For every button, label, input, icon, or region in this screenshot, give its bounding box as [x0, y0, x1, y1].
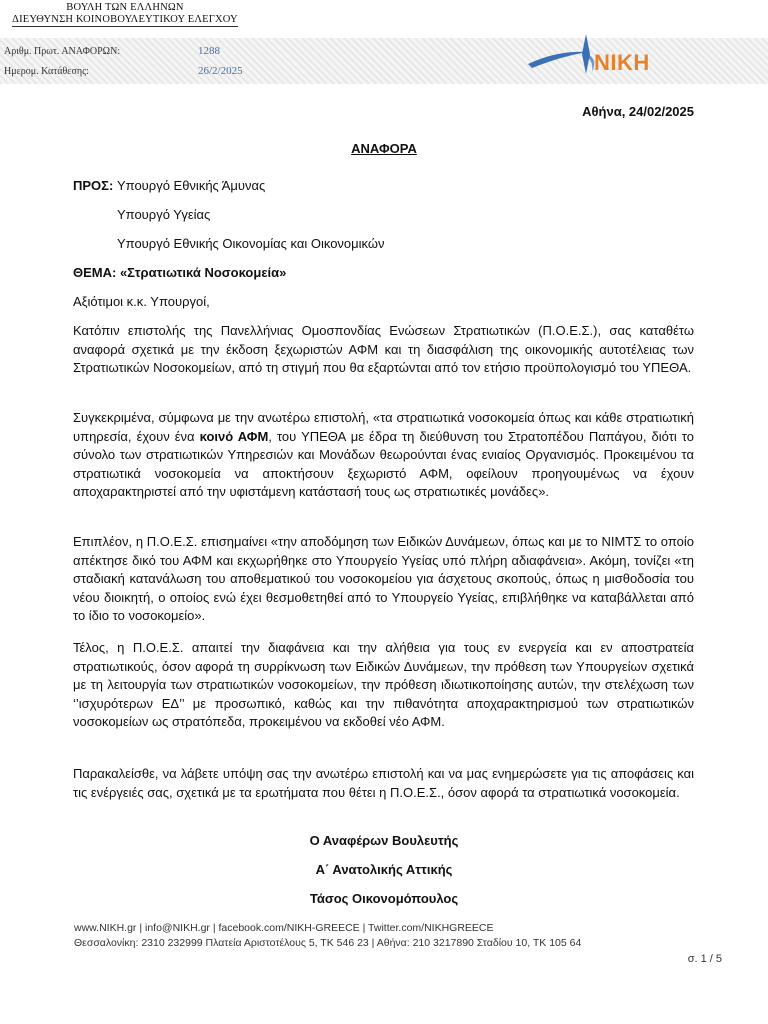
signature-constituency: Α΄ Ανατολικής Αττικής — [315, 862, 453, 877]
paragraph-5: Παρακαλείσθε, να λάβετε υπόψη σας την ανωτέρω επιστολή και να μας ενημερώσετε για τις αποφάσεις και τις ενέργειές σας, σχετικά με τα ερωτήματα που θέτει η Π.Ο.Ε.Σ., όσον αφορά τα στρατιωτικά νοσοκομεία. — [73, 766, 694, 800]
parliament-name: ΒΟΥΛΗ ΤΩΝ ΕΛΛΗΝΩΝ — [66, 2, 184, 13]
document-title: ΑΝΑΦΟΡΑ — [351, 141, 417, 156]
protocol-value: 1288 — [198, 45, 220, 57]
recipient-2: Υπουργό Υγείας — [117, 207, 211, 222]
footer-contacts: www.NIKH.gr | info@NIKH.gr | facebook.com/NIKH-GREECE | Twitter.com/NIKHGREECE — [74, 922, 494, 934]
document-date: Αθήνα, 24/02/2025 — [582, 104, 694, 119]
paragraph-2 — [73, 409, 694, 502]
signature-name: Τάσος Οικονομόπουλος — [309, 891, 459, 906]
recipient-1: Υπουργό Εθνικής Άμυνας — [117, 178, 266, 193]
nikh-logo-text: NIKH — [594, 50, 650, 75]
subject-line: ΘΕΜΑ: «Στρατιωτικά Νοσοκομεία» — [73, 265, 287, 280]
page-number: σ. 1 / 5 — [687, 953, 722, 965]
paragraph-2-part-b: , του ΥΠΕΘΑ με έδρα τη διεύθυνση του Στρατοπέδου Παπάγου, διότι το σύνολο των στρατιωτικών Υπηρεσιών και Μονάδων θεωρούνται ένας ενιαίος Οργανισμός. Προκειμένου τα στρατιωτικά νοσοκομεία να αποκτήσουν ξεχωριστό ΑΦΜ, οφείλουν προηγουμένως να έχουν αποχαρακτηριστεί από την υφιστάμενη κατάστασή τους ως στρατιωτικές μονάδες». — [73, 428, 694, 500]
protocol-label: Αριθμ. Πρωτ. ΑΝΑΦΟΡΩΝ: — [4, 46, 121, 57]
paragraph-4: Τέλος, η Π.Ο.Ε.Σ. απαιτεί την διαφάνεια και την αλήθεια για τους εν ενεργεία και εν αποστρατεία στρατιωτικούς, όσον αφορά τη συρρίκνωση των Ειδικών Δυνάμεων, την πρόθεση των Υπουργείων σχετικά με τη λειτουργία των στρατιωτικών νοσοκομείων, την πρόθεση ιδιωτικοποίησης αυτών, την στελέχωση των ‘’ισχυρότερων ΕΔ’’ με προσωπικό, καθώς και την πιθανότητα αποχαρακτηρισμού των στρατιωτικών νοσοκομείων ως στρατόπεδα, προκειμένου να εκδοθεί νέο ΑΦΜ. — [73, 640, 694, 730]
paragraph-2-part-a: Συγκεκριμένα, σύμφωνα με την ανωτέρω επιστολή, «τα στρατιωτικά νοσοκομεία όπως και κάθε στρατιωτική υπηρεσία, έχουν ένα — [73, 410, 694, 444]
parliament-header — [0, 2, 250, 27]
greeting: Αξιότιμοι κ.κ. Υπουργοί, — [73, 294, 210, 309]
signature-title: Ο Αναφέρων Βουλευτής — [309, 833, 459, 848]
deposit-date-value: 26/2/2025 — [198, 65, 243, 77]
to-label: ΠΡΟΣ: — [73, 178, 114, 193]
paragraph-3: Επιπλέον, η Π.Ο.Ε.Σ. επισημαίνει «την αποδόμηση των Ειδικών Δυνάμεων, όπως και με το ΝΙΜΤΣ το οποίο απέκτησε δικό του ΑΦΜ και εκχωρήθηκε στο Υπουργείο Υγείας υπό πλήρη αδιαφάνεια». Ακόμη, τονίζει «τη σταδιακή κατανάλωση του αποθεματικού του νοσοκομείου για άσχετους σκοπούς, όπως η μισθοδοσία του νέου διοικητή, ο οποίος ενώ έχει θεσμοθετηθεί από το Υπουργείο Υγείας, επιβλήθηκε να καταβάλλεται από το ίδιο το νοσοκομείο». — [73, 534, 694, 624]
directorate-name: ΔΙΕΥΘΥΝΣΗ ΚΟΙΝΟΒΟΥΛΕΥΤΙΚΟΥ ΕΛΕΓΧΟΥ — [12, 14, 238, 25]
paragraph-2-bold: κοινό ΑΦΜ — [199, 428, 269, 444]
footer-addresses: Θεσσαλονίκη: 2310 232999 Πλατεία Αριστοτέλους 5, ΤΚ 546 23 | Αθήνα: 210 3217890 Σταδίου 10, ΤΚ 105 64 — [74, 937, 582, 949]
deposit-date-label: Ημερομ. Κατάθεσης: — [4, 66, 89, 77]
recipient-3: Υπουργό Εθνικής Οικονομίας και Οικονομικών — [117, 236, 385, 251]
paragraph-1: Κατόπιν επιστολής της Πανελλήνιας Ομοσπονδίας Ενώσεων Στρατιωτικών (Π.Ο.Ε.Σ.), σας καταθέτω αναφορά σχετικά με την έκδοση ξεχωριστών ΑΦΜ και τη διασφάλιση της οικονομικής αυτοτέλειας των Στρατιωτικών Νοσοκομείων, από τη στιγμή που θα εξαρτώνται από τον ετήσιο προϋπολογισμό του ΥΠΕΘΑ. — [73, 323, 694, 376]
